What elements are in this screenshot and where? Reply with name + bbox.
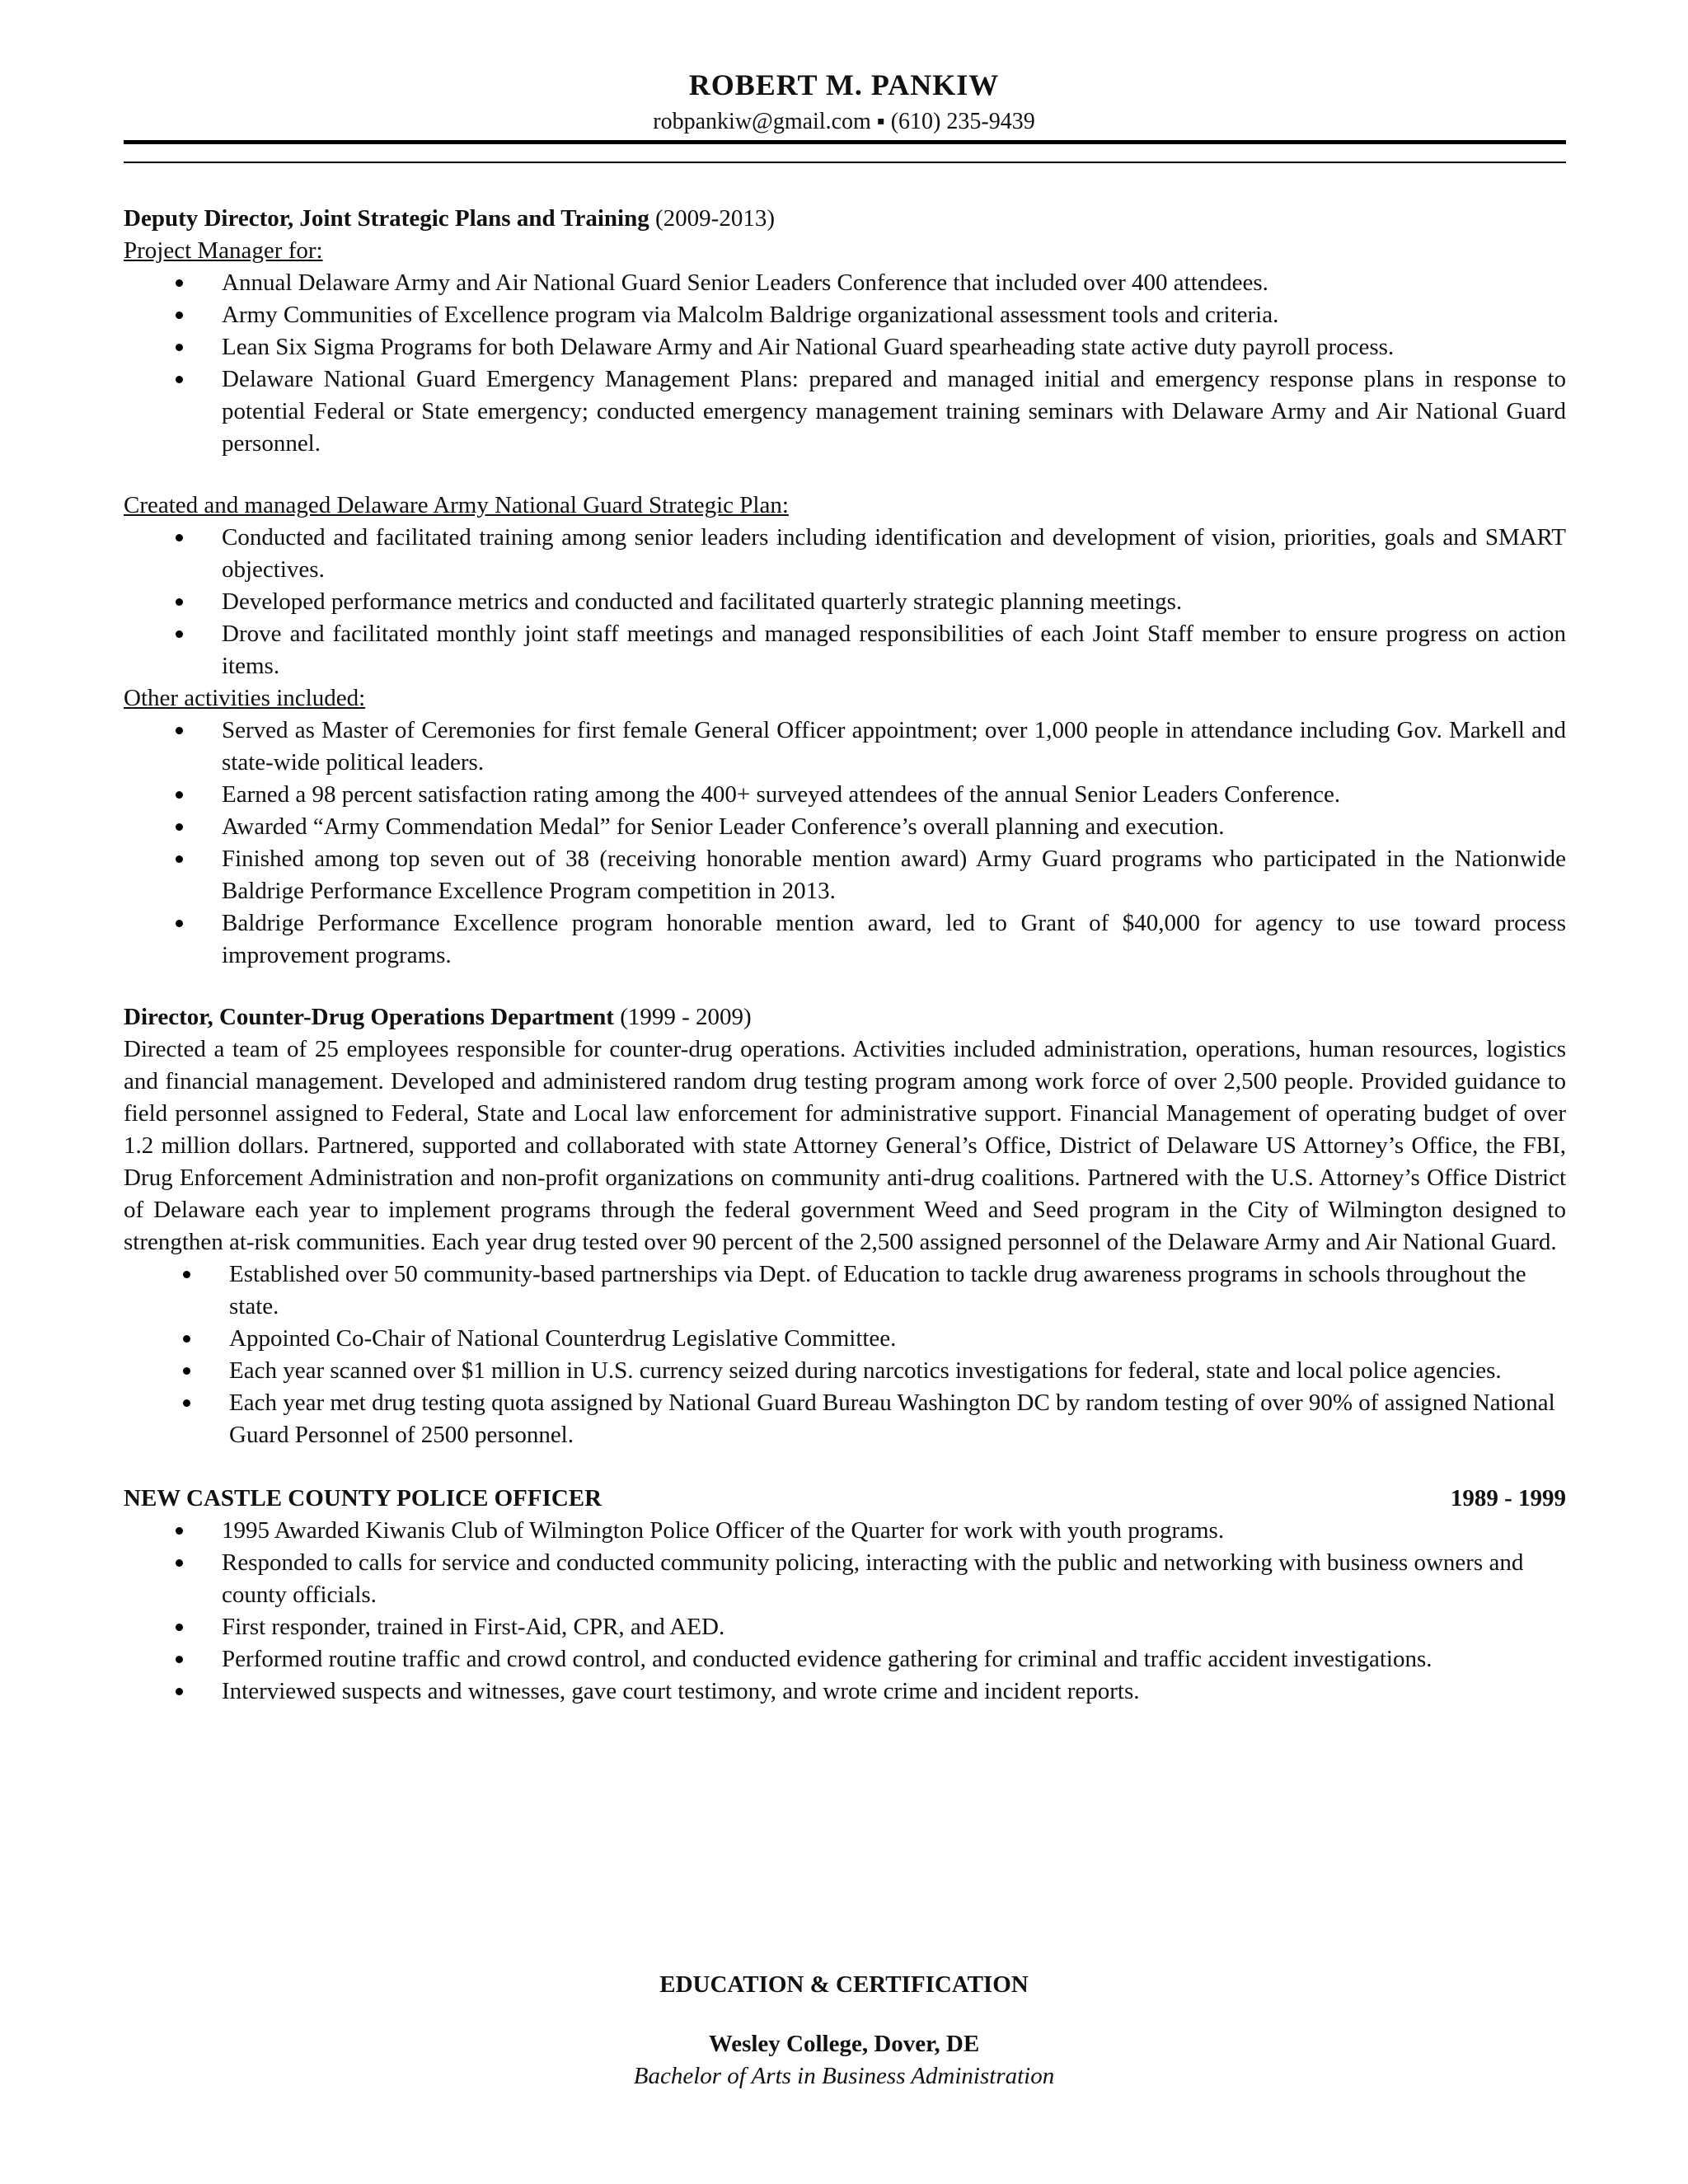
list-item: Developed performance metrics and conducted and facilitated quarterly strategic planning meetings.: [222, 586, 1566, 618]
list-item: 1995 Awarded Kiwanis Club of Wilmington Police Officer of the Quarter for work with youth programs.: [222, 1515, 1566, 1547]
job3-dates: 1989 - 1999: [1450, 1485, 1566, 1511]
job1-subheading-strategic-plan: Created and managed Delaware Army National Guard Strategic Plan:: [124, 492, 789, 518]
job1-heading: [124, 203, 1566, 235]
list-item: Appointed Co-Chair of National Counterdrug Legislative Committee.: [229, 1323, 1566, 1355]
job3-title: NEW CASTLE COUNTY POLICE OFFICER: [124, 1485, 603, 1511]
list-item: Each year scanned over $1 million in U.S. currency seized during narcotics investigations for federal, state and local police agencies.: [229, 1355, 1566, 1387]
header-rule-thin: [124, 162, 1566, 163]
list-item: Each year met drug testing quota assigned by National Guard Bureau Washington DC by random testing of over 90% of assigned National Guard Personnel of 2500 personnel.: [229, 1387, 1566, 1451]
job1-bullets-1: [124, 267, 1566, 460]
job3-heading: [124, 1483, 1566, 1515]
list-item: Served as Master of Ceremonies for first female General Officer appointment; over 1,000 people in attendance including Gov. Markell and state-wide political leaders.: [222, 715, 1566, 779]
list-item: Established over 50 community-based partnerships via Dept. of Education to tackle drug awareness programs in schools throughout the state.: [229, 1258, 1566, 1323]
job1-bullets-3: [124, 715, 1566, 972]
list-item: Conducted and facilitated training among senior leaders including identification and development of vision, priorities, goals and SMART objectives.: [222, 522, 1566, 586]
list-item: Baldrige Performance Excellence program honorable mention award, led to Grant of $40,000 for agency to use toward process improvement programs.: [222, 907, 1566, 972]
list-item: Earned a 98 percent satisfaction rating among the 400+ surveyed attendees of the annual Senior Leaders Conference.: [222, 779, 1566, 811]
job2-title: Director, Counter-Drug Operations Department: [124, 1004, 614, 1030]
job1-subheading-project-manager: Project Manager for:: [124, 237, 323, 264]
list-item: Responded to calls for service and conducted community policing, interacting with the public and networking with business owners and county officials.: [222, 1547, 1566, 1611]
education-school: Wesley College, Dover, DE: [708, 2031, 980, 2057]
list-item: Army Communities of Excellence program via Malcolm Baldrige organizational assessment tools and criteria.: [222, 299, 1566, 331]
experience-section: [124, 203, 1566, 1708]
job2-heading: [124, 1001, 1566, 1033]
education-degree: Bachelor of Arts in Business Administration: [633, 2063, 1055, 2089]
header-rule-thick: [124, 140, 1566, 144]
education-heading: EDUCATION & CERTIFICATION: [659, 1971, 1029, 1998]
job3-bullets: [124, 1515, 1566, 1708]
list-item: Drove and facilitated monthly joint staff meetings and managed responsibilities of each Joint Staff member to ensure progress on action items.: [222, 618, 1566, 682]
job1-dates: (2009-2013): [655, 205, 775, 232]
list-item: Finished among top seven out of 38 (receiving honorable mention award) Army Guard programs who participated in the Nationwide Baldrige Performance Excellence Program competition in 2013.: [222, 843, 1566, 907]
job2-bullets: [124, 1258, 1566, 1451]
job2-dates: (1999 - 2009): [620, 1004, 752, 1030]
list-item: First responder, trained in First-Aid, CPR, and AED.: [222, 1611, 1566, 1643]
list-item: Interviewed suspects and witnesses, gave court testimony, and wrote crime and incident reports.: [222, 1675, 1566, 1708]
list-item: Delaware National Guard Emergency Management Plans: prepared and managed initial and emergency response plans in response to potential Federal or State emergency; conducted emergency management training seminars with Delaware Army and Air National Guard personnel.: [222, 363, 1566, 460]
job1-bullets-2: [124, 522, 1566, 682]
job2-description: Directed a team of 25 employees responsible for counter-drug operations. Activities included administration, operations, human resources, logistics and financial management. Developed and administered random drug testing program among work force of over 2,500 people. Provided guidance to field personnel assigned to Federal, State and Local law enforcement for administrative support. Financial Management of operating budget of over 1.2 million dollars. Partnered, supported and collaborated with state Attorney General’s Office, District of Delaware US Attorney’s Office, the FBI, Drug Enforcement Administration and non-profit organizations on community anti-drug coalitions. Partnered with the U.S. Attorney’s Office District of Delaware each year to implement programs through the federal government Weed and Seed program in the City of Wilmington designed to strengthen at-risk communities. Each year drug tested over 90 percent of the 2,500 assigned personnel of the Delaware Army and Air National Guard.: [124, 1036, 1566, 1255]
list-item: Lean Six Sigma Programs for both Delaware Army and Air National Guard spearheading state active duty payroll process.: [222, 331, 1566, 363]
list-item: Performed routine traffic and crowd control, and conducted evidence gathering for criminal and traffic accident investigations.: [222, 1643, 1566, 1675]
list-item: Annual Delaware Army and Air National Guard Senior Leaders Conference that included over 400 attendees.: [222, 267, 1566, 299]
job1-title: Deputy Director, Joint Strategic Plans and Training: [124, 205, 649, 232]
candidate-name: ROBERT M. PANKIW: [688, 68, 1000, 101]
job1-subheading-other: Other activities included:: [124, 685, 366, 711]
contact-info: robpankiw@gmail.com ▪ (610) 235-9439: [653, 109, 1035, 134]
list-item: Awarded “Army Commendation Medal” for Senior Leader Conference’s overall planning and execution.: [222, 811, 1566, 843]
